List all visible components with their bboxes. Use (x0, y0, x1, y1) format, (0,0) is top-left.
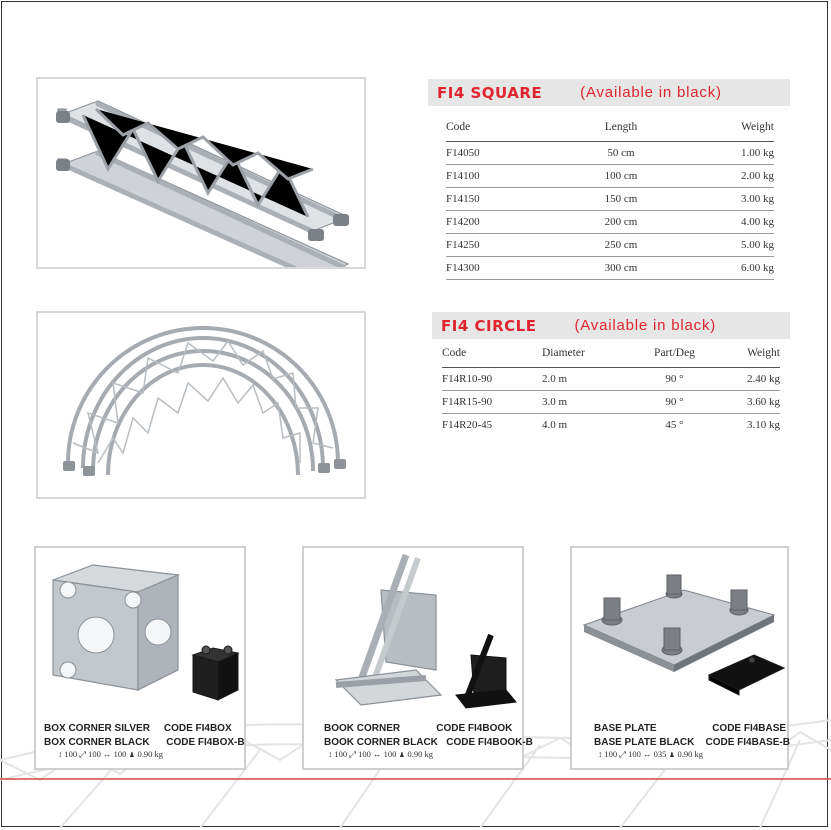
table-header-row (442, 339, 780, 368)
table-cell: F14R10-90 (442, 368, 542, 391)
column-header: Diameter (542, 339, 637, 368)
base-plate-image (574, 550, 785, 714)
base-plate-label: BASE PLATE (594, 723, 657, 734)
circle-truss-image (38, 313, 364, 497)
table-cell: 2.00 kg (676, 165, 774, 188)
column-header: Code (442, 339, 542, 368)
book-corner-card (302, 546, 533, 770)
book-corner-code: CODE FI4BOOK (436, 723, 513, 734)
book-corner-specs: ↕ 100 ⤢ 100 ↔ 100 ♟ 0.90 kg (328, 749, 433, 759)
square-section-code: FI4 SQUARE (437, 83, 543, 102)
table-row (446, 165, 774, 188)
column-header: Code (446, 113, 566, 142)
table-header-row (446, 113, 774, 142)
box-corner-black-label: BOX CORNER BLACK (44, 737, 150, 748)
table-cell: 90 ° (637, 368, 712, 391)
box-corner-black-code: CODE FI4BOX-B (166, 737, 245, 748)
circle-section-header (432, 312, 790, 339)
table-row (442, 414, 780, 437)
box-corner-image (38, 550, 242, 714)
table-cell: 4.00 kg (676, 211, 774, 234)
book-corner-black-label: BOOK CORNER BLACK (324, 737, 438, 748)
box-corner-silver-label: BOX CORNER SILVER (44, 723, 150, 734)
circle-section-code: FI4 CIRCLE (441, 316, 537, 335)
column-header: Weight (676, 113, 774, 142)
column-header: Length (566, 113, 676, 142)
column-header: Weight (712, 339, 780, 368)
table-cell: 3.0 m (542, 391, 637, 414)
box-corner-card (34, 546, 246, 770)
table-cell: F14300 (446, 257, 566, 280)
box-corner-specs: ↕ 100 ⤢ 100 ↔ 100 ♟ 0.90 kg (58, 749, 163, 759)
base-plate-code: CODE FI4BASE (712, 723, 787, 734)
table-cell: 100 cm (566, 165, 676, 188)
table-cell: 2.0 m (542, 368, 637, 391)
table-cell: 300 cm (566, 257, 676, 280)
table-cell: 2.40 kg (712, 368, 780, 391)
square-availability-note: (Available in black) (580, 84, 722, 101)
square-spec-table (446, 113, 774, 280)
circle-truss-photo (36, 311, 366, 499)
table-row (442, 368, 780, 391)
square-section-header (428, 79, 790, 106)
table-cell: 150 cm (566, 188, 676, 211)
square-truss-photo (36, 77, 366, 269)
table-cell: 5.00 kg (676, 234, 774, 257)
table-cell: F14150 (446, 188, 566, 211)
table-cell: F14100 (446, 165, 566, 188)
table-cell: F14200 (446, 211, 566, 234)
book-corner-text (324, 722, 533, 750)
book-corner-label: BOOK CORNER (324, 723, 401, 734)
table-row (446, 257, 774, 280)
table-cell: 4.0 m (542, 419, 568, 431)
book-corner-black-code: CODE FI4BOOK-B (446, 737, 533, 748)
table-cell: 200 cm (566, 211, 676, 234)
circle-spec-table (442, 339, 780, 436)
table-cell: 3.10 kg (747, 419, 780, 431)
table-cell: 45 ° (665, 419, 684, 431)
square-truss-image (38, 79, 364, 267)
base-plate-text (594, 722, 790, 750)
bottom-red-rule (0, 778, 831, 780)
book-corner-image (306, 550, 520, 714)
base-plate-card (570, 546, 789, 770)
table-row (446, 211, 774, 234)
table-cell: F14R20-45 (442, 419, 493, 431)
column-header: Part/Deg (637, 339, 712, 368)
table-cell: 250 cm (566, 234, 676, 257)
table-row (442, 391, 780, 414)
table-cell: 1.00 kg (676, 142, 774, 165)
base-plate-specs: ↕ 100 ⤢ 100 ↔ 035 ♟ 0.90 kg (598, 749, 703, 759)
table-row (446, 188, 774, 211)
circle-availability-note: (Available in black) (574, 317, 717, 334)
box-corner-text (44, 722, 245, 750)
table-cell: 3.60 kg (712, 391, 780, 414)
box-corner-silver-code: CODE FI4BOX (163, 723, 232, 734)
table-cell: 3.00 kg (676, 188, 774, 211)
table-cell: 90 ° (637, 391, 712, 414)
table-cell: F14250 (446, 234, 566, 257)
base-plate-black-code: CODE FI4BASE-B (705, 737, 790, 748)
base-plate-black-label: BASE PLATE BLACK (594, 737, 695, 748)
table-cell: 50 cm (566, 142, 676, 165)
table-cell: F14R15-90 (442, 391, 542, 414)
table-row (446, 234, 774, 257)
table-row (446, 142, 774, 165)
table-cell: F14050 (446, 142, 566, 165)
table-cell: 6.00 kg (676, 257, 774, 280)
